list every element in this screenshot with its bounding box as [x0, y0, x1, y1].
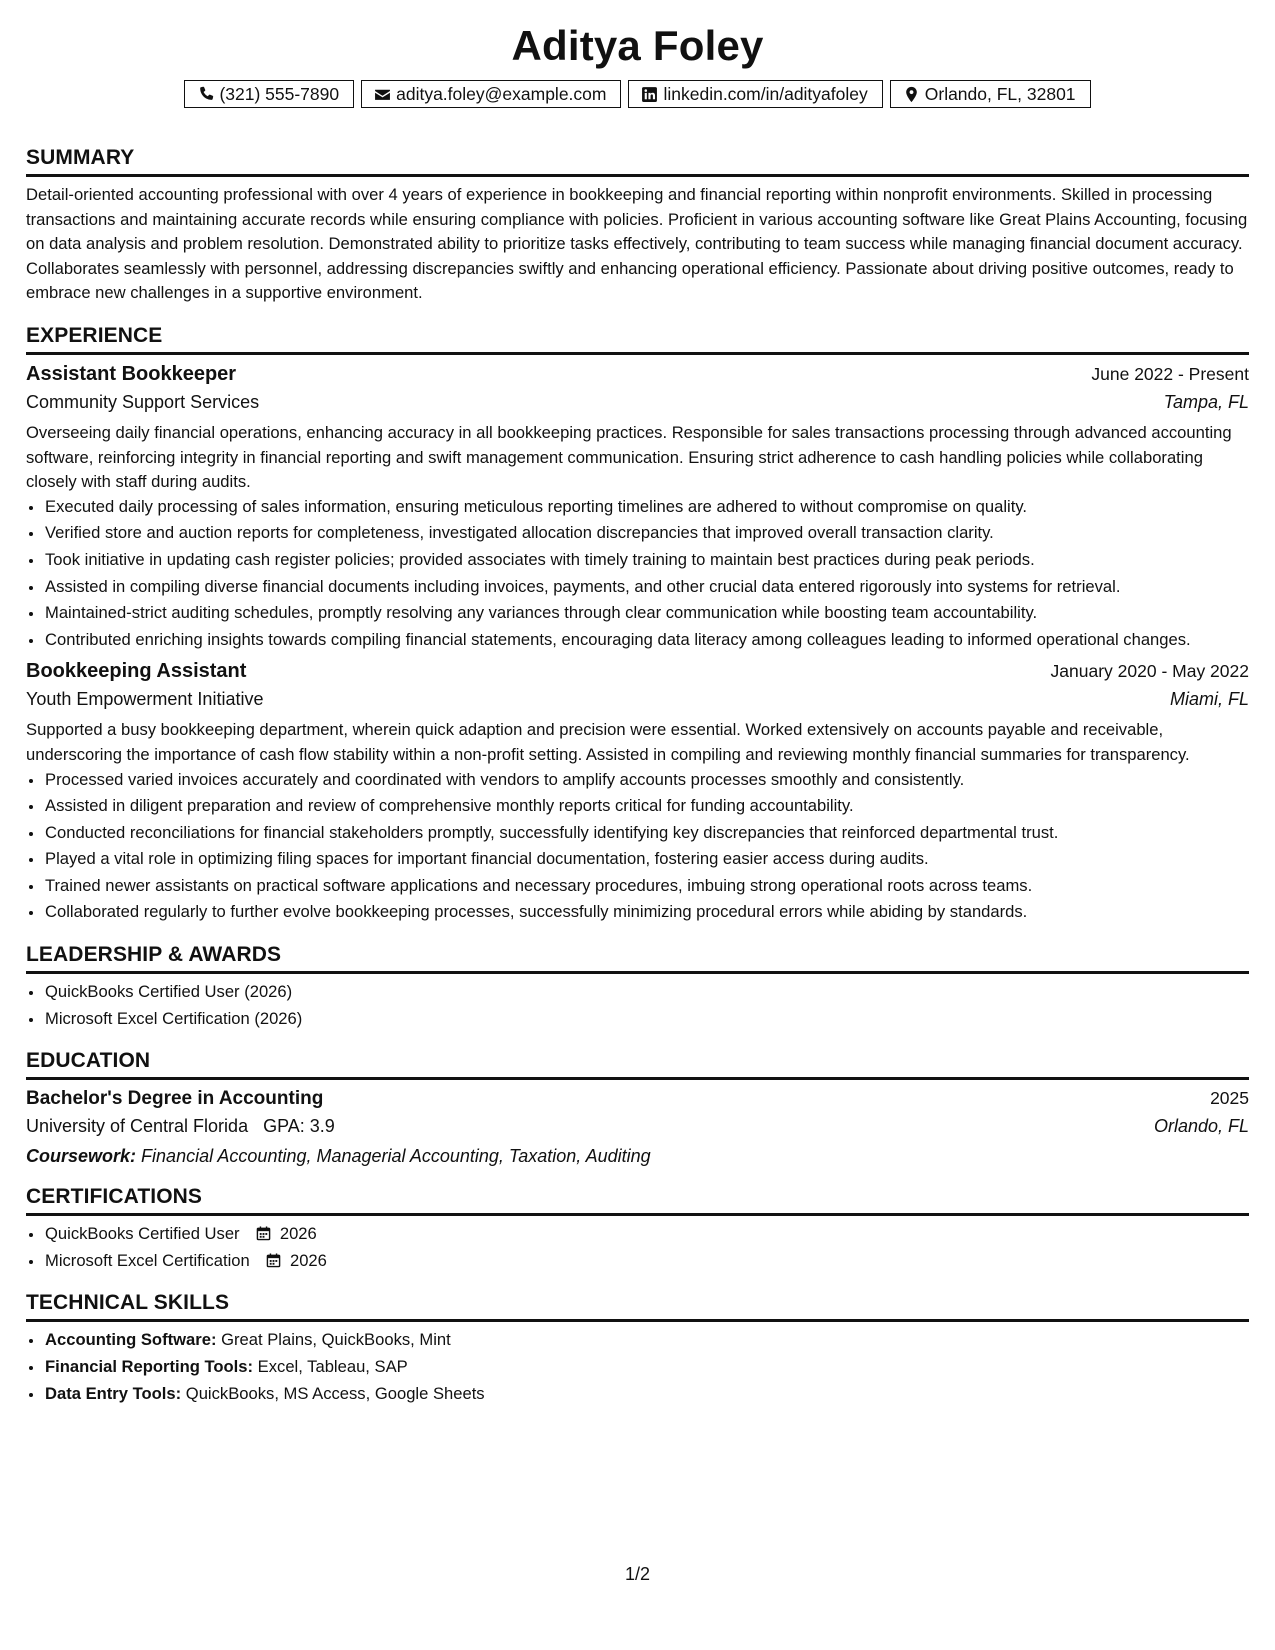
resume-content [26, 146, 1249, 1424]
list-item: • Played a vital role in optimizing filing spaces for important financial documentation, fostering easier access during audits. [44, 847, 1249, 872]
skills-list [26, 1328, 1249, 1406]
contact-phone[interactable] [184, 80, 354, 108]
contact-email[interactable] [361, 80, 621, 108]
list-item: • Assisted in diligent preparation and review of comprehensive monthly reports critical for funding accountability. [44, 794, 1249, 819]
contact-email-text: aditya.foley@example.com [396, 83, 607, 104]
skill-label: Data Entry Tools: [45, 1383, 182, 1403]
list-item: • Collaborated regularly to further evolve bookkeeping processes, successfully minimizing procedural errors while abiding by standards. [44, 900, 1249, 925]
job-dates: June 2022 - Present [1091, 363, 1249, 384]
certifications-list [26, 1222, 1249, 1273]
list-item: • Took initiative in updating cash register policies; provided associates with timely training to maintain best practices during peak periods. [44, 548, 1249, 573]
contact-bar [0, 80, 1275, 108]
list-item [44, 1328, 1249, 1353]
list-item [44, 1249, 1249, 1274]
certification-name: Microsoft Excel Certification [45, 1250, 250, 1270]
job-company: Youth Empowerment Initiative [26, 689, 264, 710]
job-dates: January 2020 - May 2022 [1050, 661, 1249, 682]
section-title-experience: EXPERIENCE [26, 324, 1249, 355]
school-name: University of Central Florida [26, 1116, 249, 1137]
phone-icon [197, 86, 214, 103]
gpa: GPA: 3.9 [263, 1116, 335, 1137]
contact-linkedin[interactable] [628, 80, 882, 108]
coursework [26, 1146, 1249, 1167]
contact-location-text: Orlando, FL, 32801 [924, 83, 1076, 104]
job-entry [26, 363, 1249, 652]
coursework-label: Coursework: [26, 1146, 137, 1167]
list-item: • Contributed enriching insights towards compiling financial statements, encouraging data literacy among colleagues leading to informed operational changes. [44, 628, 1249, 653]
calendar-icon [266, 1253, 281, 1268]
section-title-summary: SUMMARY [26, 146, 1249, 177]
envelope-icon [374, 86, 391, 103]
list-item: • Conducted reconciliations for financial stakeholders promptly, successfully identifying key discrepancies that reinforced departmental trust. [44, 821, 1249, 846]
list-item: • Microsoft Excel Certification (2026) [44, 1007, 1249, 1032]
section-title-leadership: LEADERSHIP & AWARDS [26, 943, 1249, 974]
list-item: • Processed varied invoices accurately and coordinated with vendors to amplify accounts processes smoothly and consistently. [44, 768, 1249, 793]
section-title-skills: TECHNICAL SKILLS [26, 1291, 1249, 1322]
linkedin-icon [641, 86, 658, 103]
list-item: • Maintained-strict auditing schedules, promptly resolving any variances through clear communication while boosting team accountability. [44, 601, 1249, 626]
list-item [44, 1355, 1249, 1380]
school-location: Orlando, FL [1153, 1116, 1249, 1137]
job-description: Supported a busy bookkeeping department, wherein quick adaption and precision were essential. Worked extensively on accounts payable and receivable, underscoring the importance of cash flow stability within a non-profit setting. Assisted in compiling and reviewing monthly financial summaries for transparency. [26, 720, 1190, 764]
job-company: Community Support Services [26, 391, 260, 412]
list-item [44, 1382, 1249, 1407]
skill-value: Excel, Tableau, SAP [257, 1357, 408, 1377]
job-location: Miami, FL [1169, 689, 1249, 710]
skill-label: Accounting Software: [45, 1330, 217, 1350]
contact-phone-text: (321) 555-7890 [219, 83, 340, 104]
education-section [26, 1049, 1249, 1167]
list-item: • Verified store and auction reports for completeness, investigated allocation discrepancies that improved overall transaction clarity. [44, 521, 1249, 546]
job-bullets [26, 495, 1249, 653]
job-entry [26, 660, 1249, 925]
skill-value: QuickBooks, MS Access, Google Sheets [185, 1383, 485, 1403]
skill-value: Great Plains, QuickBooks, Mint [221, 1330, 451, 1350]
job-location: Tampa, FL [1163, 391, 1249, 412]
section-title-education: EDUCATION [26, 1049, 1249, 1080]
job-title: Assistant Bookkeeper [26, 362, 237, 385]
contact-location[interactable] [890, 80, 1091, 108]
list-item [44, 1222, 1249, 1247]
summary-section [26, 146, 1249, 306]
degree: Bachelor's Degree in Accounting [26, 1088, 324, 1110]
skill-label: Financial Reporting Tools: [45, 1357, 254, 1377]
job-title: Bookkeeping Assistant [26, 660, 247, 683]
leadership-list [26, 980, 1249, 1031]
leadership-section [26, 943, 1249, 1031]
certification-year: 2026 [279, 1224, 317, 1244]
summary-text: Detail-oriented accounting professional with over 4 years of experience in bookkeeping and financial reporting within nonprofit environments. Skilled in processing transactions and maintaining accurate records while ensuring compliance with policies. Proficient in various accounting software like Great Plains Accounting, focusing on data analysis and problem resolution. Demonstrated ability to prioritize tasks effectively, contributing to team success while managing financial document accuracy. Collaborates seamlessly with personnel, addressing discrepancies swiftly and enhancing operational efficiency. Passionate about driving positive outcomes, ready to embrace new challenges in a supportive environment. [26, 185, 1248, 303]
experience-section [26, 324, 1249, 925]
list-item: • Assisted in compiling diverse financial documents including invoices, payments, and other crucial data entered rigorously into systems for retrieval. [44, 575, 1249, 600]
section-title-certifications: CERTIFICATIONS [26, 1185, 1249, 1216]
list-item: • Trained newer assistants on practical software applications and necessary procedures, imbuing strong operational roots across teams. [44, 874, 1249, 899]
map-pin-icon [903, 86, 920, 103]
certification-year: 2026 [289, 1250, 327, 1270]
certifications-section [26, 1185, 1249, 1273]
candidate-name: Aditya Foley [511, 22, 764, 69]
calendar-icon [256, 1226, 271, 1241]
contact-linkedin-text: linkedin.com/in/adityafoley [663, 83, 868, 104]
page-number: 1/2 [624, 1564, 651, 1584]
graduation-year: 2025 [1210, 1088, 1249, 1109]
skills-section [26, 1291, 1249, 1406]
certification-name: QuickBooks Certified User [45, 1224, 240, 1244]
job-bullets [26, 768, 1249, 926]
job-description: Overseeing daily financial operations, enhancing accuracy in all bookkeeping practices. Responsible for sales transactions processing through advanced accounting software, reinforcing integrity in financial reporting and swift management communication. Ensuring strict adherence to cash handling policies while collaborating closely with staff during audits. [26, 422, 1232, 492]
coursework-list: Financial Accounting, Managerial Accounting, Taxation, Auditing [141, 1146, 651, 1167]
list-item: • Executed daily processing of sales information, ensuring meticulous reporting timelines are adhered to without compromise on quality. [44, 495, 1249, 520]
list-item: • QuickBooks Certified User (2026) [44, 980, 1249, 1005]
